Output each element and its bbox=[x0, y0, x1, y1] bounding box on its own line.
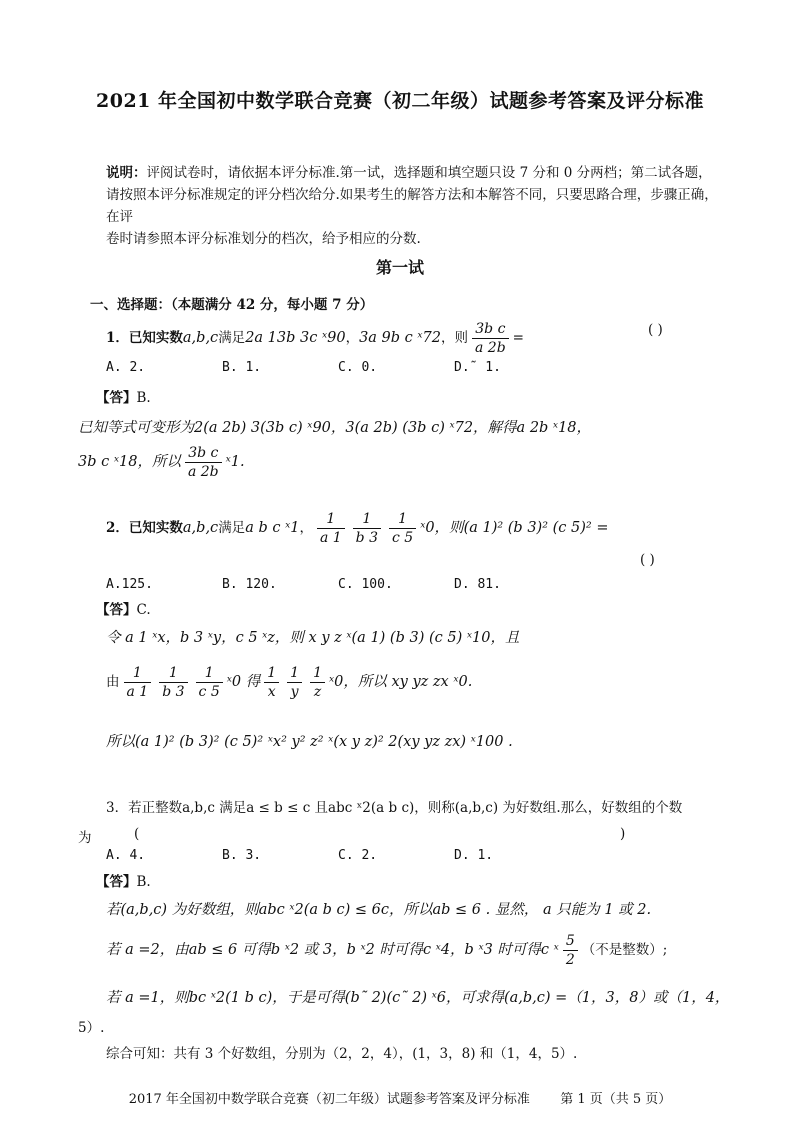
q2-sol2-f3-num: 1 bbox=[196, 664, 223, 683]
q2-f1-num: 1 bbox=[317, 510, 345, 529]
q2-sol2-post: ˣ0，所以 xy yz zx ˣ0. bbox=[329, 674, 473, 690]
q1-sol2-num: 3b c bbox=[185, 444, 222, 463]
q1-frac-num: 3b c bbox=[472, 320, 509, 339]
section-title: 第一试 bbox=[375, 258, 424, 277]
q2-answer-paren: ( ) bbox=[640, 552, 655, 568]
part-heading: 一、选择题：（本题满分 42 分，每小题 7 分） bbox=[90, 297, 374, 313]
q2-stem: 2．已知实数a,b,c满足a b c ˣ1， $\frac{1}{a 1}$ $\frac{1}{b 3}$ $\frac{1}{c 5}$ ˣ0，则(a 1)² (b 3)² (c 5)² = bbox=[106, 511, 609, 546]
q1-sol2-post: ˣ1. bbox=[225, 454, 245, 470]
q1-answer-paren: ( ) bbox=[648, 322, 663, 338]
q1-vars: a,b,c bbox=[182, 330, 219, 346]
q3-sol2-den: 2 bbox=[565, 952, 575, 968]
q1-solution-line-1: 已知等式可变形为2(a 2b) 3(3b c) ˣ90，3(a 2b) (3b c) ˣ72，解得a 2b ˣ18， bbox=[78, 420, 592, 436]
q2-sol2-frac-z bbox=[310, 664, 325, 701]
q2-sol2-frac-x bbox=[264, 664, 279, 701]
q2-solution-line-2 bbox=[106, 664, 472, 701]
q3-solution-line-1: 若(a,b,c) 为好数组，则abc ˣ2(a b c) ≤ 6c，所以ab ≤ 6 . 显然， a 只能为 1 或 2. bbox=[106, 902, 652, 918]
q3-sol2-post: （不是整数）; bbox=[581, 942, 668, 958]
q2-sol2-fy-num: 1 bbox=[287, 664, 302, 683]
q2-sol2-f2-den: b 3 bbox=[162, 684, 185, 700]
q1-eq2: 3a 9b c ˣ72 bbox=[359, 330, 441, 346]
q3-solution-line-4: 5）. bbox=[78, 1020, 105, 1036]
q1-equals: = bbox=[512, 330, 524, 346]
note-line-1: 评阅试卷时，请依据本评分标准.第一试，选择题和填空题只设 7 分和 0 分两档；第二试各题， bbox=[146, 165, 712, 181]
q2-eq-zero: ˣ0，则 bbox=[420, 520, 464, 536]
page-footer bbox=[0, 1088, 800, 1107]
q2-sol2-fz-num: 1 bbox=[310, 664, 325, 683]
q1-text: 满足 bbox=[218, 330, 246, 346]
q2-option-d: D. 81. bbox=[454, 577, 501, 592]
q1-then: ，则 bbox=[441, 330, 468, 346]
q3-answer-value: B. bbox=[136, 874, 151, 890]
q2-frac-3 bbox=[389, 510, 416, 547]
q2-sol2-f2-num: 1 bbox=[159, 664, 187, 683]
q2-text: 满足 bbox=[218, 520, 246, 536]
q3-sol2-fraction bbox=[563, 932, 578, 969]
note-lead: 说明： bbox=[106, 165, 147, 181]
q2-answer-value: C. bbox=[136, 602, 151, 618]
q2-sol2-frac-2 bbox=[159, 664, 187, 701]
q3-sol2-pre: 若 a =2，由ab ≤ 6 可得b ˣ2 或 3，b ˣ2 时可得c ˣ4，b ˣ3 时可得c ˣ bbox=[106, 942, 559, 958]
q2-sol2-f3-den: c 5 bbox=[198, 684, 220, 700]
q2-number: 2．已知实数 bbox=[106, 520, 183, 536]
footer-text: 2017 年全国初中数学联合竞赛（初二年级）试题参考答案及评分标准 bbox=[128, 1092, 530, 1107]
q2-frac-1 bbox=[317, 510, 345, 547]
q3-stem: 3．若正整数a,b,c 满足a ≤ b ≤ c 且abc ˣ2(a b c)，则称(a,b,c) 为好数组.那么，好数组的个数 bbox=[106, 800, 683, 816]
q2-sol2-f1-den: a 1 bbox=[126, 684, 149, 700]
note-line-3: 卷时请参照本评分标准划分的档次，给予相应的分数. bbox=[106, 231, 421, 247]
q2-answer bbox=[96, 598, 151, 618]
q2-sol2-frac-1 bbox=[124, 664, 152, 701]
q1-sol2-den: a 2b bbox=[187, 464, 219, 480]
q3-option-d: D. 1. bbox=[454, 848, 494, 863]
q3-option-b: B. 3. bbox=[222, 848, 262, 863]
q1-answer bbox=[96, 386, 151, 406]
q2-option-c: C. 100. bbox=[338, 577, 393, 592]
q2-f3-num: 1 bbox=[389, 510, 416, 529]
q2-f2-den: b 3 bbox=[355, 530, 378, 546]
q2-sol2-fx-den: x bbox=[267, 684, 276, 700]
note-line-2: 请按照本评分标准规定的评分档次给分.如果考生的解答方法和本解答不同，只要思路合理，步骤正确，在评 bbox=[106, 187, 718, 225]
q2-option-b: B. 120. bbox=[222, 577, 277, 592]
q1-stem: 1．已知实数a,b,c满足2a 13b 3c ˣ90，3a 9b c ˣ72，则 $\frac{\text{3b c}}{a 2b}$ = bbox=[106, 321, 524, 356]
document-title: 2021 年全国初中数学联合竞赛（初二年级）试题参考答案及评分标准 bbox=[96, 90, 704, 112]
q2-sol2-fx-num: 1 bbox=[264, 664, 279, 683]
q2-f1-den: a 1 bbox=[319, 530, 342, 546]
q2-sol2-frac-3 bbox=[196, 664, 223, 701]
q3-answer bbox=[96, 870, 151, 890]
q1-option-d: D.˜ 1. bbox=[454, 360, 501, 375]
q3-option-a: A. 4. bbox=[106, 848, 146, 863]
q3-paren-close: ) bbox=[620, 826, 626, 842]
q2-solution-line-3: 所以(a 1)² (b 3)² (c 5)² ˣx² y² z² ˣ(x y z)² 2(xy yz zx) ˣ100 . bbox=[106, 734, 513, 750]
q1-eq1: 2a 13b 3c ˣ90 bbox=[245, 330, 346, 346]
q2-f2-num: 1 bbox=[353, 510, 381, 529]
q1-sol2-pre: 3b c ˣ18，所以 bbox=[78, 454, 181, 470]
q2-option-a: A.125. bbox=[106, 577, 153, 592]
q1-frac-den: a 2b bbox=[475, 340, 506, 356]
q3-solution-line-5: 综合可知：共有 3 个好数组，分别为（2，2，4），(1，3，8) 和（1，4，5）. bbox=[106, 1046, 578, 1062]
q3-stem-2: 为 bbox=[78, 830, 92, 846]
q2-eq1: a b c ˣ1 bbox=[245, 520, 300, 536]
q3-answer-label: 【答】 bbox=[96, 874, 137, 890]
q2-sol2-fz-den: z bbox=[313, 684, 322, 700]
footer-page-number: 第 1 页（共 5 页） bbox=[560, 1092, 672, 1107]
q2-sol2-mid: ˣ0 得 bbox=[226, 674, 261, 690]
q1-answer-value: B. bbox=[136, 390, 151, 406]
q1-sol2-fraction bbox=[185, 444, 222, 481]
q2-frac-2 bbox=[353, 510, 381, 547]
q3-solution-line-3: 若 a =1，则bc ˣ2(1 b c)，于是可得(b˜ 2)(c˜ 2) ˣ6，可求得(a,b,c) =（1，3，8）或（1，4， bbox=[106, 990, 730, 1006]
q1-number: 1．已知实数 bbox=[106, 330, 183, 346]
q1-option-b: B. 1. bbox=[222, 360, 262, 375]
q1-option-a: A. 2. bbox=[106, 360, 146, 375]
q3-paren-open: ( bbox=[134, 826, 140, 842]
q1-fraction bbox=[472, 320, 509, 357]
q2-sol2-frac-y bbox=[287, 664, 302, 701]
q2-sol2-f1-num: 1 bbox=[124, 664, 152, 683]
q2-sol2-fy-den: y bbox=[290, 684, 299, 700]
q1-answer-label: 【答】 bbox=[96, 390, 137, 406]
q1-option-c: C. 0. bbox=[338, 360, 378, 375]
q3-option-c: C. 2. bbox=[338, 848, 378, 863]
q1-solution-line-2 bbox=[78, 444, 245, 481]
q2-answer-label: 【答】 bbox=[96, 602, 137, 618]
q2-solution-line-1: 令 a 1 ˣx，b 3 ˣy，c 5 ˣz，则 x y z ˣ(a 1) (b 3) (c 5) ˣ10，且 bbox=[106, 630, 520, 646]
q3-solution-line-2 bbox=[106, 932, 667, 969]
q2-sol2-pre: 由 bbox=[106, 674, 120, 690]
q2-f3-den: c 5 bbox=[391, 530, 414, 546]
q2-vars: a,b,c bbox=[182, 520, 219, 536]
grading-note bbox=[106, 162, 726, 250]
q3-sol2-num: 5 bbox=[563, 932, 578, 951]
q2-expression: (a 1)² (b 3)² (c 5)² = bbox=[463, 520, 609, 536]
